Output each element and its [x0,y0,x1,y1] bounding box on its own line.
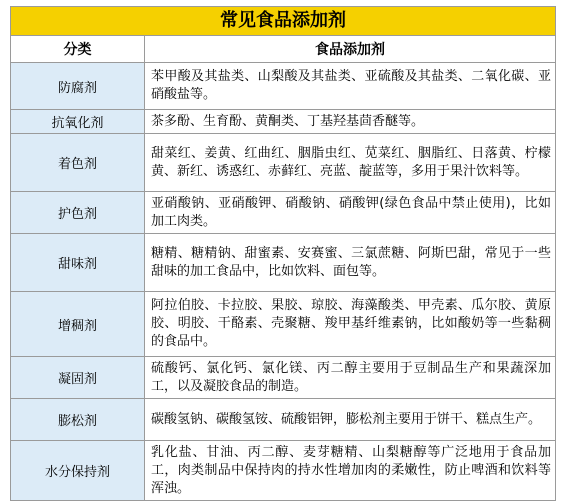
description-cell: 茶多酚、生育酚、黄酮类、丁基羟基茴香醚等。 [145,110,556,134]
description-cell: 硫酸钙、氯化钙、氯化镁、丙二醇主要用于豆制品生产和果蔬深加工，以及凝胶食品的制造。 [145,357,556,399]
description-cell: 苯甲酸及其盐类、山梨酸及其盐类、亚硫酸及其盐类、二氧化碳、亚硝酸盐等。 [145,63,556,110]
table-row [11,134,556,192]
table-title: 常见食品添加剂 [11,7,556,36]
category-header: 分类 [11,36,145,63]
table-row [11,292,556,357]
category-cell: 水分保持剂 [11,441,145,501]
food-additives-table [10,6,556,501]
table-row [11,192,556,234]
table-row [11,110,556,134]
category-cell: 防腐剂 [11,63,145,110]
description-cell: 糖精、糖精钠、甜蜜素、安赛蜜、三氯蔗糖、阿斯巴甜，常见于一些甜味的加工食品中，比如饮料、面包等。 [145,234,556,292]
table-row [11,63,556,110]
category-cell: 着色剂 [11,134,145,192]
category-cell: 膨松剂 [11,399,145,441]
description-cell: 亚硝酸钠、亚硝酸钾、硝酸钠、硝酸钾(绿色食品中禁止使用)，比如加工肉类。 [145,192,556,234]
header-row [11,36,556,63]
table-row [11,234,556,292]
additives-header: 食品添加剂 [145,36,556,63]
description-cell: 甜菜红、姜黄、红曲红、胭脂虫红、苋菜红、胭脂红、日落黄、柠檬黄、新红、诱惑红、赤藓红、亮蓝、靛蓝等，多用于果汁饮料等。 [145,134,556,192]
description-cell: 乳化盐、甘油、丙二醇、麦芽糖精、山梨糖醇等广泛地用于食品加工，肉类制品中保持肉的持水性增加肉的柔嫩性，防止啤酒和饮料等浑浊。 [145,441,556,501]
category-cell: 凝固剂 [11,357,145,399]
category-cell: 甜味剂 [11,234,145,292]
table-row [11,399,556,441]
category-cell: 增稠剂 [11,292,145,357]
category-cell: 抗氧化剂 [11,110,145,134]
description-cell: 碳酸氢钠、碳酸氢铵、硫酸铝钾，膨松剂主要用于饼干、糕点生产。 [145,399,556,441]
description-cell: 阿拉伯胶、卡拉胶、果胶、琼胶、海藻酸类、甲壳素、瓜尔胶、黄原胶、明胶、干酪素、壳聚糖、羧甲基纤维素钠，比如酸奶等一些黏稠的食品中。 [145,292,556,357]
category-cell: 护色剂 [11,192,145,234]
table-row [11,357,556,399]
